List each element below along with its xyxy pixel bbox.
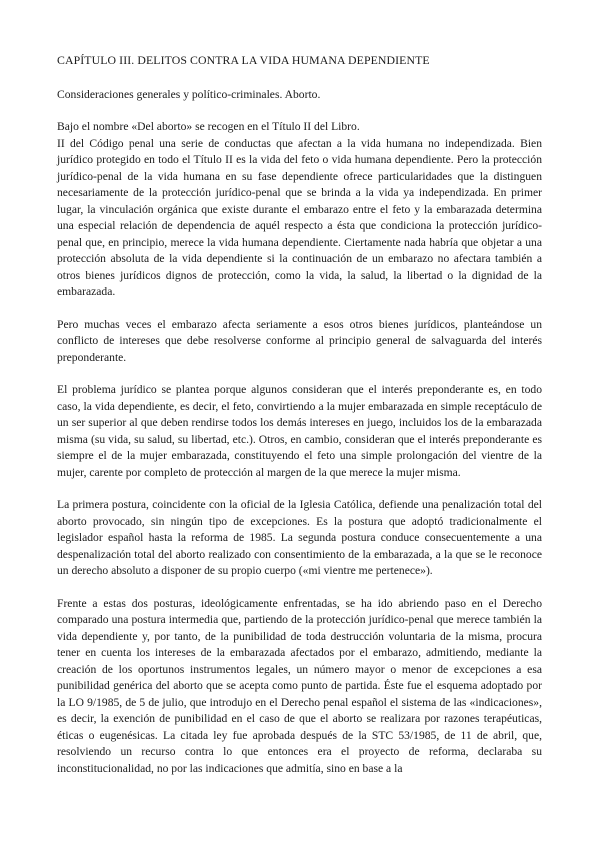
paragraph: La primera postura, coincidente con la oficial de la Iglesia Católica, defiende una penalización total del aborto provocado, sin ningún tipo de excepciones. Es la postura que adoptó tradicionalmente el legislador español hasta la reforma de 1985. La segunda postura conduce consecuentemente a una despenalización total del aborto realizado con consentimiento de la embarazada, a la que se le reconoce un derecho absoluto a disponer de su propio cuerpo («mi vientre me pertenece»). [57, 498, 542, 577]
chapter-title: CAPÍTULO III. DELITOS CONTRA LA VIDA HUMANA DEPENDIENTE [57, 53, 430, 67]
paragraph: II del Código penal una serie de conductas que afectan a la vida humana no independizada. Bien jurídico protegido en todo el Título II es la vida del feto o vida humana dependiente. Pero la protección jurídico-penal de la vida humana en su fase dependiente ofrece particularidades que la distinguen necesariamente de la protección jurídico-penal que se brinda a la vida ya independizada. En primer lugar, la vinculación orgánica que existe durante el embarazo entre el feto y la embarazada determina una especial relación de dependencia de aquél respecto a ésta que condiciona la protección jurídico-penal que, en principio, merece la vida humana dependiente. Ciertamente nada habría que objetar a una protección absoluta de la vida dependiente si la continuación de un embarazo no afectara también a otros bienes jurídicos dignos de protección, como la vida, la salud, la libertad o la dignidad de la embarazada. [57, 136, 542, 298]
paragraph: Pero muchas veces el embarazo afecta seriamente a esos otros bienes jurídicos, planteándose un conflicto de intereses que debe resolverse conforme al principio general de salvaguarda del interés preponderante. [57, 317, 542, 364]
paragraph: Frente a estas dos posturas, ideológicamente enfrentadas, se ha ido abriendo paso en el Derecho comparado una postura intermedia que, partiendo de la protección jurídico-penal que merece también la vida dependiente y, por tanto, de la punibilidad de toda destrucción voluntaria de la misma, procura tener en cuenta los intereses de la embarazada afectados por el embarazo, admitiendo, mediante la creación de los oportunos instrumentos legales, un número mayor o menor de excepciones a esa punibilidad genérica del aborto que se acepta como punto de partida. Éste fue el esquema adoptado por la LO 9/1985, de 5 de julio, que introdujo en el Derecho penal español el sistema de las «indicaciones», es decir, la exención de punibilidad en el caso de que el aborto se realizara por razones terapéuticas, éticas o eugenésicas. La citada ley fue aprobada después de la STC 53/1985, de 11 de abril, que, resolviendo un recurso contra lo que entonces era el proyecto de reforma, declaraba su inconstitucionalidad, no por las indicaciones que admitía, sino en base a la [57, 596, 542, 775]
document-body [57, 52, 542, 793]
section-subtitle: Consideraciones generales y político-criminales. Aborto. [57, 87, 321, 101]
paragraph: El problema jurídico se plantea porque algunos consideran que el interés preponderante es, en todo caso, la vida dependiente, es decir, el feto, convirtiendo a la mujer embarazada en simple receptáculo de un ser superior al que deben rendirse todos los demás intereses en juego, incluidos los de la embarazada misma (su vida, su salud, su libertad, etc.). Otros, en cambio, consideran que el interés preponderante es siempre el de la mujer embarazada, constituyendo el feto una simple prolongación del vientre de la mujer, carente por completo de protección al margen de la que merece la mujer misma. [57, 383, 542, 479]
paragraph-intro: Bajo el nombre «Del aborto» se recogen en el Título II del Libro. [57, 120, 360, 133]
